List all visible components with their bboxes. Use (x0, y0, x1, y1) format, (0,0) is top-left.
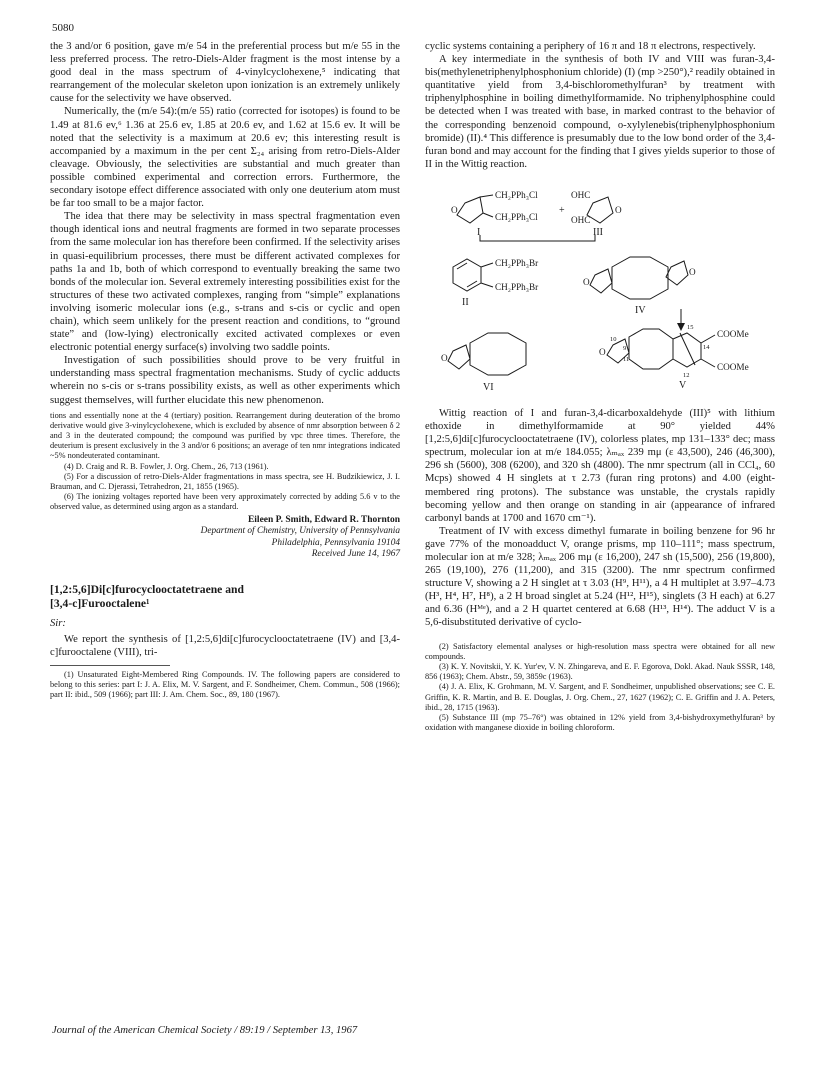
footnote-divider (50, 665, 170, 666)
scheme-label-coome: COOMe (717, 328, 749, 339)
footnote: (4) J. A. Elix, K. Grohmann, M. V. Sargent, and F. Sondheimer, unpublished observations; see C. E. Griffin, K. R. Martin, and B. E. Douglas, J. Org. Chem., 27, 1627 (1962); C. E. Griffin and J. A. Peters, ibid., 28, 1715 (1963). (425, 682, 775, 712)
page-number: 5080 (52, 22, 74, 34)
author-names: Eileen P. Smith, Edward R. Thornton (247, 514, 400, 525)
body-paragraph: Wittig reaction of I and furan-3,4-dicarboxaldehyde (III)⁵ with lithium ethoxide in dimethylformamide at 90° yielded 44% [1,2:5,6]di[c]furocyclooctatetraene (IV), colorless plates, mp 131–133° dec; mass spectrum, molecular ion at m/e 184.055; λₘₐₓ 239 mμ (ε 43,500), 246 (46,300), 296 sh (5600), 308 (6200), and 320 sh (4800). The nmr spectrum (all in CCl₄, 60 Mcps) showed 4 H singlets at τ 2.73 (furan ring protons) and 4.00 (eight-membered ring protons). The substance was unstable, the crystals rapidly becoming yellow and then orange on standing in air (appearance of infrared carbonyl bands at 1700 and 1670 cm⁻¹). (425, 407, 775, 524)
cyclooctatetraene-ring-IV (612, 257, 668, 299)
footnotes-right (425, 642, 775, 734)
article-title-line: [1,2:5,6]Di[c]furocyclooctatetraene and (50, 582, 244, 596)
scheme-label-ch2pph3br: CH₂PPh₃Br (495, 281, 539, 292)
footnote: (2) Satisfactory elemental analyses or high-resolution mass spectra were obtained for all new compounds. (425, 641, 775, 661)
compound-label-III: III (593, 226, 603, 238)
scheme-label-oxygen: O (441, 352, 448, 363)
reaction-scheme-graphic (425, 183, 775, 399)
atom-number: 12 (683, 371, 690, 379)
scheme-label-oxygen: O (615, 204, 622, 215)
compound-label-II: II (462, 296, 469, 308)
scheme-label-oxygen: O (583, 276, 590, 287)
furan-ring-IV-a (590, 269, 612, 293)
body-paragraph: We report the synthesis of [1,2:5,6]di[c]furocyclooctatetraene (IV) and [3,4-c]furooctalene (VIII), tri- (50, 633, 400, 658)
affiliation: Department of Chemistry, University of Pennsylvania (200, 526, 400, 537)
body-paragraph: the 3 and/or 6 position, gave m/e 54 in the preferential process but m/e 55 in the less preferred process. The retro-Diels-Alder fragment is the most intense by a good deal in the mass spectrum of 4-vinylcyclohexene,⁵ indicating that rearrangement of the molecular skeleton upon ionization is an extremely unlikely cause for the selectivity we have observed. (50, 41, 400, 105)
body-paragraph: A key intermediate in the synthesis of both IV and VIII was furan-3,4-bis(methylenetriphenylphosphonium chloride) (I) (mp >250°),² readily obtained in quantitative yield from 3,4-bischloromethylfuran³ by treatment with triphenylphosphine in boiling dimethylformamide. No triphenylphosphine could be detected when I was treated with base, in marked contrast to the behavior of the corresponding benzenoid compound, o-xylylenebis(triphenylphosphonium bromide) (II).⁴ This difference is presumably due to the low bond order of the 3,4-furan bond and may account for the finding that I gives yields superior to those of II in the Wittig reaction. (425, 54, 775, 170)
journal-footer: Journal of the American Chemical Society / 89:19 / September 13, 1967 (52, 1025, 358, 1036)
scheme-label-oxygen: O (599, 346, 606, 357)
atom-number: 11 (623, 355, 630, 363)
footnote: (5) Substance III (mp 75–76°) was obtained in 12% yield from 3,4-bishydroxymethylfuran³ by oxidation with manganese dioxide in boiling chloroform. (425, 712, 775, 733)
atom-number: 9 (623, 344, 627, 352)
signature-block (50, 515, 400, 561)
left-column (50, 40, 400, 701)
bicyclic-ring-V (673, 333, 701, 367)
atom-number: 14 (703, 343, 710, 351)
compound-label-I: I (477, 226, 481, 238)
body-paragraph: Numerically, the (m/e 54):(m/e 55) ratio (corrected for isotopes) is found to be 1.49 at 81.6 ev,⁶ 1.36 at 25.6 ev, 1.85 at 20.6 ev, and 1.62 at 15.6 ev. It will be noted that the selectivity is a maximum at 20.6 ev; this interesting result is accompanied by a maximum in the per cent Σ₂₄ arising from retro-Diels-Alder cleavage. Obviously, the selectivities are substantial and much greater than possible combined experimental and correction errors. Furthermore, the secondary isotope effect difference associated with only one deuterium atom must be far too small to be a major factor. (50, 106, 400, 210)
furan-ring-I (457, 197, 483, 223)
reaction-scheme (425, 183, 775, 399)
furan-ring-IV-b (666, 261, 688, 285)
compound-label-V: V (679, 379, 687, 391)
scheme-plus: + (559, 204, 565, 216)
article-title (50, 583, 400, 611)
footnote: (4) D. Craig and R. B. Fowler, J. Org. Chem., 26, 713 (1961). (64, 461, 269, 471)
atom-number: 10 (610, 335, 617, 343)
scheme-label-ohc: OHC (571, 189, 591, 200)
scheme-label-ohc: OHC (571, 214, 591, 225)
body-paragraph: Treatment of IV with excess dimethyl fumarate in boiling benzene for 96 hr gave 77% of the monoadduct V, orange prisms, mp 110–111°; mass spectrum, molecular ion at m/e 328; λₘₐₓ 206 mμ (ε 16,200), 247 sh (15,500), 256 (19,800), 265 (19,100), 276 (11,200), and 315 (3200). The nmr spectrum confirmed structure V, showing a 2 H singlet at τ 3.03 (H⁹, H¹¹), a 4 H multiplet at 3.97–4.73 (H³, H⁴, H⁷, H⁸), a 2 H broad singlet at 5.24 (H¹², H¹⁵), singlets (3 H each) at 6.27 and 6.36 (Hᴹᵉ), and a 2 H quartet centered at 6.68 (H¹³, H¹⁴). The adduct V is a 5,6-disubstituted derivative of cyclo- (425, 525, 775, 629)
scheme-label-oxygen: O (451, 204, 458, 215)
atom-number: 15 (687, 323, 694, 331)
received-date: Received June 14, 1967 (311, 549, 400, 560)
affiliation-city: Philadelphia, Pennsylvania 19104 (271, 537, 400, 548)
benzene-ring-II (453, 259, 481, 291)
furan-ring-VI (448, 345, 470, 369)
footnote: (6) The ionizing voltages reported have been very approximately corrected by adding 5.6 v to the observed value, as determined using argon as a standard. (50, 492, 400, 512)
footnote: tions and essentially none at the 4 (tertiary) position. Rearrangement during deuteration of the bromo derivative would give 3-vinylcyclohexene, which is excluded by absence of nmr absorption between δ 2 and 3 in the deuterated compound; the compound was purified by vpc three times. Therefore, the deuterium is present exclusively in the 3 and/or 6 positions; an average of ten nmr integrations indicated ~5% nondeuterated contaminant. (50, 410, 400, 461)
body-paragraph: cyclic systems containing a periphery of 16 π and 18 π electrons, respectively. (425, 41, 756, 52)
body-paragraph: Investigation of such possibilities should prove to be very fruitful in understanding mass spectral fragmentation mechanisms. Study of cyclic adducts wherein no s-cis or s-trans possibility exists, as well as other experiments which suggest themselves, will further elucidate this new phenomenon. (50, 355, 400, 406)
scheme-label-ch2pph3cl: CH₂PPh₃Cl (495, 189, 538, 200)
footnote: (1) Unsaturated Eight-Membered Ring Compounds. IV. The following papers are considered to belong to this series: part I: J. A. Elix, M. V. Sargent, and F. Sondheimer, Chem. Commun., 508 (1966); part II: ibid., 509 (1966); part III: J. Am. Chem. Soc., 89, 180 (1967). (50, 669, 400, 700)
right-column (425, 40, 775, 733)
footnote: (3) K. Y. Novitskii, Y. K. Yur'ev, V. N. Zhingareva, and E. F. Egorova, Dokl. Akad. Nauk SSSR, 148, 856 (1963); Chem. Abstr., 59, 3859c (1963). (425, 661, 775, 682)
scheme-label-oxygen: O (689, 266, 696, 277)
compound-label-VI: VI (483, 381, 494, 393)
scheme-label-ch2pph3br: CH₂PPh₃Br (495, 257, 539, 268)
furan-ring-III (587, 197, 613, 223)
scheme-label-coome: COOMe (717, 361, 749, 372)
reaction-bracket (480, 235, 595, 241)
footnote: (5) For a discussion of retro-Diels-Alder fragmentations in mass spectra, see H. Budzikiewicz, J. I. Brauman, and C. Djerassi, Tetrahedron, 21, 1855 (1965). (50, 471, 400, 492)
body-paragraph: The idea that there may be selectivity in mass spectral fragmentation even though identical ions and neutral fragments are formed in two separate processes from the same molecular ion has therefore been confirmed. If the selectivity arises in quasi-equilibrium processes, there must be different activated complexes for paths 1a and 1b, both of which correspond to eventually breaking the same two bonds of the molecular ion. Several extremely interesting possibilities exist for the structures of these two activated complexes, ranging from “simple” explanations involving isomeric molecular ions (e.g., s-trans and s-cis or cyclic and open chain), which seem unlikely for the present reaction and conditions, to “ground state” and (low-lying) electronically excited activated complexes or even electronic potential energy surface(s) involving two saddle points. (50, 211, 400, 354)
cyclooctatriene-ring-V (629, 329, 673, 369)
article-title-line: [3,4-c]Furooctalene¹ (50, 596, 150, 610)
compound-label-IV: IV (635, 304, 646, 316)
salutation: Sir: (50, 617, 66, 629)
octalene-ring-VI (470, 333, 526, 375)
scheme-label-ch2pph3cl: CH₂PPh₃Cl (495, 211, 538, 222)
